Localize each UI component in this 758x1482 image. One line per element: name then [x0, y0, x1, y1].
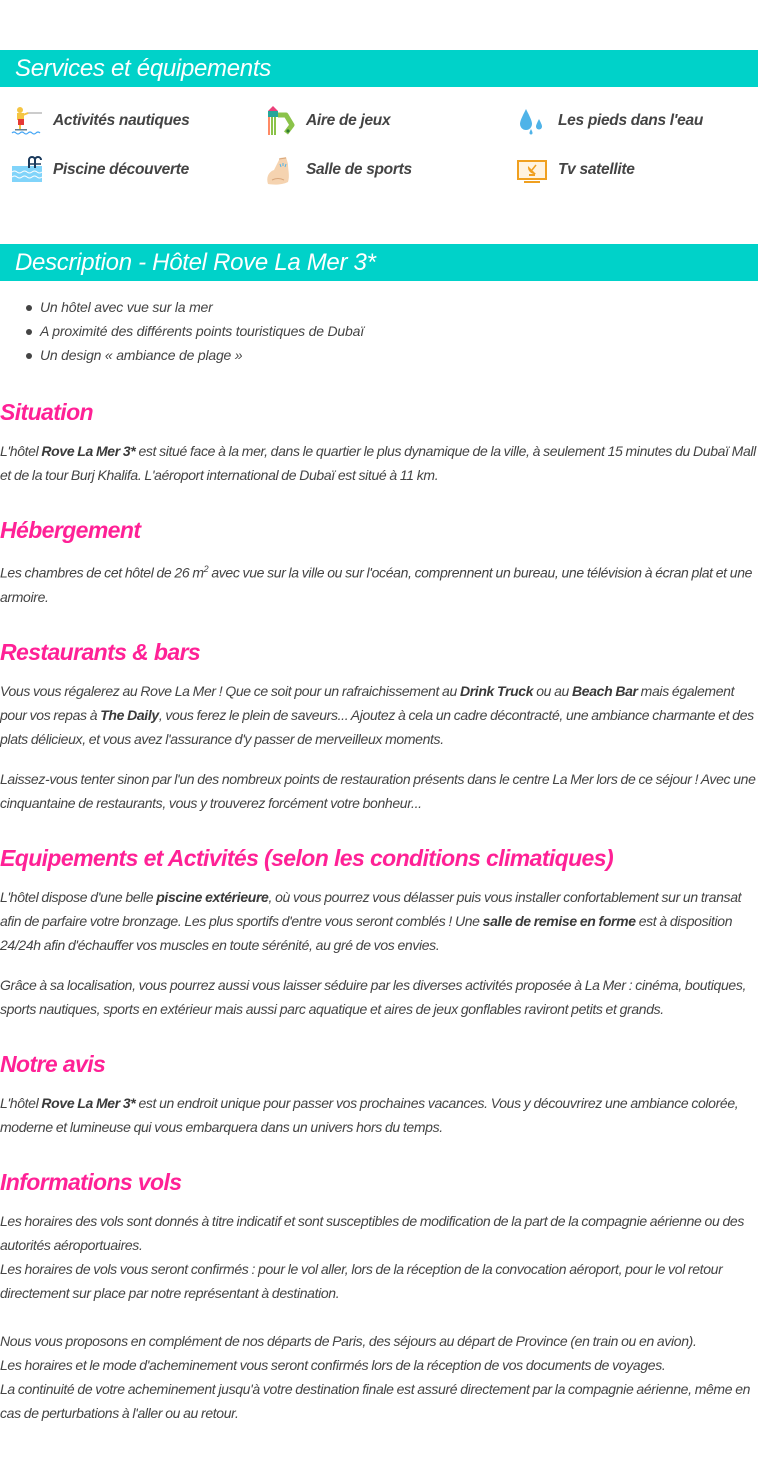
service-label: Salle de sports [306, 161, 412, 178]
services-title: Services et équipements [15, 54, 271, 82]
services-grid [0, 87, 758, 186]
equipements-text-2: Grâce à sa localisation, vous pourrez aussi vous laisser séduire par les diverses activités proposée à La Mer : cinéma, boutiques, sports nautiques, sports en extérieur mais aussi parc aquatique et aires de jeux gonflables raviront petits et grands. [0, 976, 747, 1017]
highlight-item: A proximité des différents points touristiques de Dubaï [40, 319, 758, 343]
water-drops-icon [515, 105, 549, 137]
section-title-avis: Notre avis [0, 1050, 106, 1077]
vols-text-1: Les horaires des vols sont donnés à titre indicatif et sont susceptibles de modification de la part de la compagnie aérienne ou des autorités aéroportuaires. [0, 1212, 744, 1253]
description-banner [0, 244, 758, 281]
section-title-hebergement: Hébergement [0, 517, 141, 543]
section-title-vols: Informations vols [0, 1168, 182, 1195]
section-title-equipements: Equipements et Activités (selon les conditions climatiques) [0, 844, 614, 871]
section-title-restaurants: Restaurants & bars [0, 638, 201, 665]
satellite-tv-icon [515, 154, 549, 186]
water-ski-icon [10, 105, 44, 137]
equipements-text-1: L'hôtel dispose d'une belle piscine extérieure, où vous pourrez vous délasser puis vous installer confortablement sur un transat afin de parfaire votre bronzage. Les plus sportifs d'entre vous seront comblés ! Une salle de remise en forme est à disposition 24/24h afin d'échauffer vos muscles en toute sérénité, au gré de vos envies. [0, 888, 742, 953]
service-item-salle-de-sports [263, 154, 515, 186]
swimming-pool-icon [10, 154, 44, 186]
hebergement-text: Les chambres de cet hôtel de 26 $m^2$ avec vue sur la ville ou sur l'océan, comprennent un bureau, une télévision à écran plat et une armoire. [0, 564, 753, 605]
service-label: Activités nautiques [53, 112, 190, 129]
highlight-item: Un design « ambiance de plage » [40, 343, 758, 367]
service-label: Aire de jeux [306, 112, 391, 129]
restaurants-text-1: Vous vous régalerez au Rove La Mer ! Que ce soit pour un rafraichissement au Drink Truck ou au Beach Bar mais également pour vos repas à The Daily, vous ferez le plein de saveurs... Ajoutez à cela un cadre décontracté, une ambiance charmante et des plats délicieux, et vous avez l'assurance d'y passer de merveilleux moments. [0, 682, 754, 747]
description-title: Description - Hôtel Rove La Mer 3* [15, 248, 376, 276]
section-title-situation: Situation [0, 399, 93, 425]
service-label: Les pieds dans l'eau [558, 112, 703, 129]
services-banner [0, 50, 758, 87]
service-item-aire-de-jeux [263, 105, 515, 137]
avis-text: L'hôtel Rove La Mer 3* est un endroit unique pour passer vos prochaines vacances. Vous y découvrirez une ambiance colorée, moderne et lumineuse qui vous embarquera dans un univers hors du temps. [0, 1094, 739, 1135]
playground-slide-icon [263, 105, 297, 137]
highlights-list [0, 295, 758, 367]
restaurants-text-2: Laissez-vous tenter sinon par l'un des nombreux points de restauration présents dans le centre La Mer lors de ce séjour ! Avec une cinquantaine de restaurants, vous y trouverez forcément votre bonheur... [0, 770, 756, 811]
service-label: Tv satellite [558, 161, 635, 178]
service-item-piscine [10, 154, 263, 186]
flexed-arm-icon [263, 154, 297, 186]
highlight-item: Un hôtel avec vue sur la mer [40, 295, 758, 319]
service-item-activites-nautiques [10, 105, 263, 137]
vols-text-4: Les horaires et le mode d'acheminement vous seront confirmés lors de la réception de vos documents de voyages. [0, 1356, 666, 1373]
service-item-tv-satellite [515, 154, 758, 186]
situation-text: L'hôtel Rove La Mer 3* est situé face à la mer, dans le quartier le plus dynamique de la ville, à seulement 15 minutes du Dubaï Mall et de la tour Burj Khalifa. L'aéroport international de Dubaï est situé à 11 km. [0, 443, 756, 483]
vols-text-3: Nous vous proposons en complément de nos départs de Paris, des séjours au départ de Province (en train ou en avion). [0, 1332, 697, 1349]
vols-text-2: Les horaires de vols vous seront confirmés : pour le vol aller, lors de la réception de la convocation aéroport, pour le vol retour directement sur place par notre représentant à destination. [0, 1260, 723, 1301]
vols-text-5: La continuité de votre acheminement jusqu'à votre destination finale est assuré directement par la compagnie aérienne, même en cas de perturbations à l'aller ou au retour. [0, 1380, 751, 1421]
service-item-pieds-dans-leau [515, 105, 758, 137]
service-label: Piscine découverte [53, 161, 189, 178]
